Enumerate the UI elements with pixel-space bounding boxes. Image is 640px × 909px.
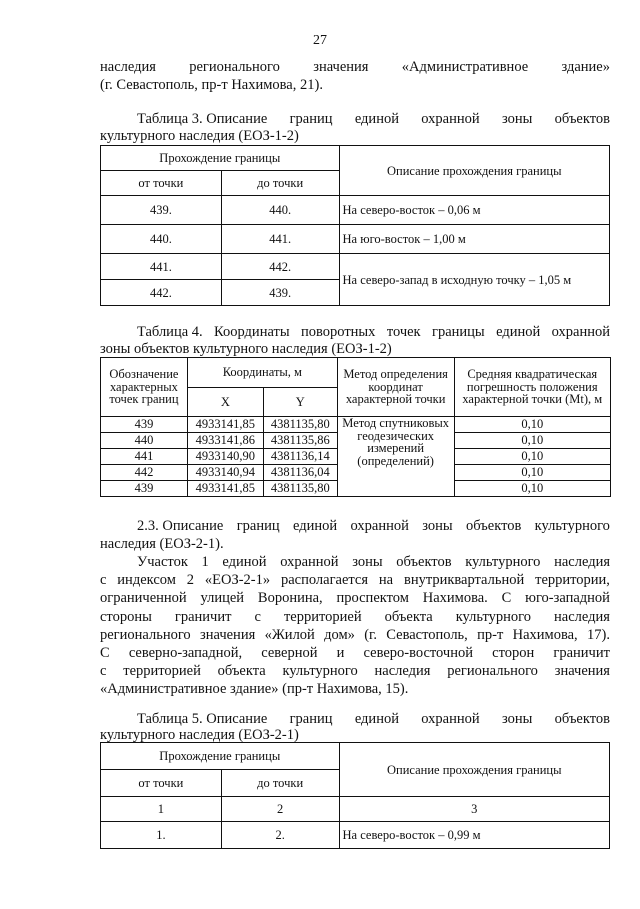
table4-header-method: Метод определения координат характерной точки (337, 358, 454, 417)
word: дом» (324, 626, 355, 643)
table4-mt: 0,10 (454, 449, 611, 465)
table5-num: 1 (101, 797, 222, 822)
paragraph-line (100, 589, 610, 607)
table5-from: 1. (101, 822, 222, 849)
word: здание» (561, 59, 610, 75)
word: объектов (396, 554, 452, 570)
word: улицей (200, 590, 245, 607)
word: 17). (586, 626, 610, 643)
word: единой (354, 111, 399, 127)
word: культурного (534, 518, 610, 534)
word: внутриквартальной (403, 572, 525, 589)
table3-from: 441. (101, 254, 222, 280)
paragraph-line (100, 626, 610, 644)
word: Таблица 5. Описание (137, 711, 268, 727)
table5-caption-line2: культурного наследия (ЕОЗ-2-1) (100, 727, 299, 743)
word: 1 (201, 554, 209, 570)
table3 (100, 145, 610, 306)
word: охранной (350, 518, 409, 534)
table-row (101, 225, 610, 254)
table3-description: На юго-восток – 1,00 м (339, 225, 609, 254)
paragraph-line (100, 571, 610, 589)
intro-line-1 (100, 58, 610, 76)
word: «ЕОЗ-2-1» (204, 572, 271, 589)
word: располагается (280, 572, 369, 589)
word: наследия (554, 608, 610, 625)
table4-x: 4933141,85 (187, 481, 263, 497)
table4-point: 441 (101, 449, 188, 465)
table4-method: Метод спутниковых геодезических измерений (определений) (337, 417, 454, 497)
word: охранной (280, 554, 339, 570)
paragraph-line (100, 644, 610, 662)
table4-mt: 0,10 (454, 465, 611, 481)
table3-to: 442. (221, 254, 339, 280)
table4 (100, 357, 611, 497)
table4-x: 4933140,90 (187, 449, 263, 465)
table4-header-coords: Координаты, м (187, 358, 337, 388)
word: единой (222, 554, 267, 570)
word: охранной (551, 324, 610, 340)
table3-from: 440. (101, 225, 222, 254)
word: поворотных (301, 324, 376, 340)
page-number: 27 (313, 33, 327, 48)
word: границ (289, 111, 333, 127)
table4-caption (137, 323, 610, 341)
word: культурного (282, 663, 358, 680)
table3-from: 442. (101, 280, 222, 306)
word: С (501, 590, 512, 607)
word: С (100, 645, 110, 661)
table4-y: 4381136,14 (263, 449, 337, 465)
table3-caption-line2: культурного наследия (ЕОЗ-1-2) (100, 128, 299, 144)
paragraph-line: «Административное здание» (пр-т Нахимова, 15). (100, 681, 409, 698)
word: Координаты (214, 324, 290, 340)
word: границ (289, 711, 333, 727)
table4-x: 4933141,85 (187, 417, 263, 433)
word: охранной (421, 711, 480, 727)
table3-header-description: Описание прохождения границы (339, 146, 609, 196)
table5-description: На северо-восток – 0,99 м (339, 822, 609, 849)
table4-point: 440 (101, 433, 188, 449)
word: наследия (374, 663, 431, 680)
table5-header-to: до точки (221, 770, 339, 797)
word: ограниченной (100, 590, 187, 607)
word: объектов (554, 711, 610, 727)
word: на (378, 572, 394, 589)
table3-header-to: до точки (221, 171, 339, 196)
word: и (336, 645, 345, 661)
word: северо-восточной (363, 645, 473, 661)
word: (г. (364, 626, 377, 643)
table4-header-y: Y (263, 388, 337, 417)
table3-to: 441. (221, 225, 339, 254)
word: юго-западной (525, 590, 610, 607)
word: индексом (117, 572, 176, 589)
table3-header-from: от точки (101, 171, 222, 196)
word: северно-западной, (128, 645, 243, 661)
word: значения (199, 626, 256, 643)
table5-header-from: от точки (101, 770, 222, 797)
word: Воронина, (257, 590, 323, 607)
word: Участок (137, 554, 188, 570)
table4-mt: 0,10 (454, 433, 611, 449)
table-row (101, 797, 610, 822)
word: сторон (492, 645, 535, 661)
table4-y: 4381135,80 (263, 481, 337, 497)
word: зоны (501, 711, 533, 727)
word: единой (293, 518, 338, 534)
word: Таблица 3. Описание (137, 111, 268, 127)
table4-mt: 0,10 (454, 481, 611, 497)
section-heading-line2: наследия (ЕОЗ-2-1). (100, 536, 224, 552)
word: наследия (100, 59, 156, 75)
table4-caption-line2: зоны объектов культурного наследия (ЕОЗ-1-2) (100, 341, 392, 357)
word: культурного (465, 554, 541, 570)
paragraph-line (137, 553, 610, 571)
word: единой (354, 711, 399, 727)
table-row (101, 417, 611, 433)
table4-point: 439 (101, 417, 188, 433)
table3-description: На северо-восток – 0,06 м (339, 196, 609, 225)
word: точек (386, 324, 421, 340)
word: территории, (535, 572, 610, 589)
section-heading (137, 517, 610, 535)
word: проспектом (336, 590, 409, 607)
table3-header-passage: Прохождение границы (101, 146, 340, 171)
word: объектов (554, 111, 610, 127)
word: наследия (554, 554, 610, 570)
table5-header-description: Описание прохождения границы (339, 743, 609, 797)
table-row (101, 822, 610, 849)
word: «Административное (401, 59, 529, 75)
word: с (254, 608, 261, 625)
table4-header-x: X (187, 388, 263, 417)
word: зоны (501, 111, 533, 127)
word: территорией (283, 608, 362, 625)
intro-line-2: (г. Севастополь, пр-т Нахимова, 21). (100, 77, 323, 93)
table4-point: 439 (101, 481, 188, 497)
table3-from: 439. (101, 196, 222, 225)
table4-y: 4381136,04 (263, 465, 337, 481)
table5-to: 2. (221, 822, 339, 849)
word: культурного (455, 608, 531, 625)
table5-header-passage: Прохождение границы (101, 743, 340, 770)
word: северной (261, 645, 318, 661)
word: с (100, 572, 107, 589)
table4-point: 442 (101, 465, 188, 481)
word: территорией (123, 663, 201, 680)
word: регионального (100, 626, 191, 643)
table4-x: 4933140,94 (187, 465, 263, 481)
table4-y: 4381135,86 (263, 433, 337, 449)
word: границы (432, 324, 485, 340)
word: объекта (384, 608, 433, 625)
word: зоны (422, 518, 453, 534)
word: граничит (553, 645, 610, 661)
table3-caption (137, 110, 610, 128)
word: единой (496, 324, 541, 340)
table-row (101, 254, 610, 280)
table5-num: 2 (221, 797, 339, 822)
table4-x: 4933141,86 (187, 433, 263, 449)
word: Севастополь, (386, 626, 468, 643)
word: с (100, 663, 107, 680)
word: Нахимова, (512, 626, 578, 643)
word: охранной (421, 111, 480, 127)
table4-mt: 0,10 (454, 417, 611, 433)
word: регионального (447, 663, 538, 680)
table4-header-point: Обозначение характерных точек границ (101, 358, 188, 417)
word: пр-т (477, 626, 504, 643)
word: Нахимова. (422, 590, 488, 607)
paragraph-line (100, 662, 610, 680)
table5-num: 3 (339, 797, 609, 822)
word: зоны (352, 554, 383, 570)
word: регионального (189, 59, 280, 75)
word: 2 (186, 572, 195, 589)
word: Таблица 4. (137, 324, 203, 340)
table4-y: 4381135,80 (263, 417, 337, 433)
word: объектов (466, 518, 522, 534)
word: значения (554, 663, 610, 680)
word: границ (236, 518, 280, 534)
word: объекта (217, 663, 266, 680)
word: стороны (100, 608, 152, 625)
paragraph-line (100, 608, 610, 626)
word: 2.3. Описание (137, 518, 224, 534)
table3-description: На северо-запад в исходную точку – 1,05 м (339, 254, 609, 306)
word: граничит (174, 608, 232, 625)
table-row (101, 196, 610, 225)
table3-to: 439. (221, 280, 339, 306)
table3-to: 440. (221, 196, 339, 225)
word: «Жилой (264, 626, 315, 643)
word: значения (313, 59, 369, 75)
table5 (100, 742, 610, 849)
table4-header-error: Средняя квадратическая погрешность положения характерной точки (Mt), м (454, 358, 611, 417)
